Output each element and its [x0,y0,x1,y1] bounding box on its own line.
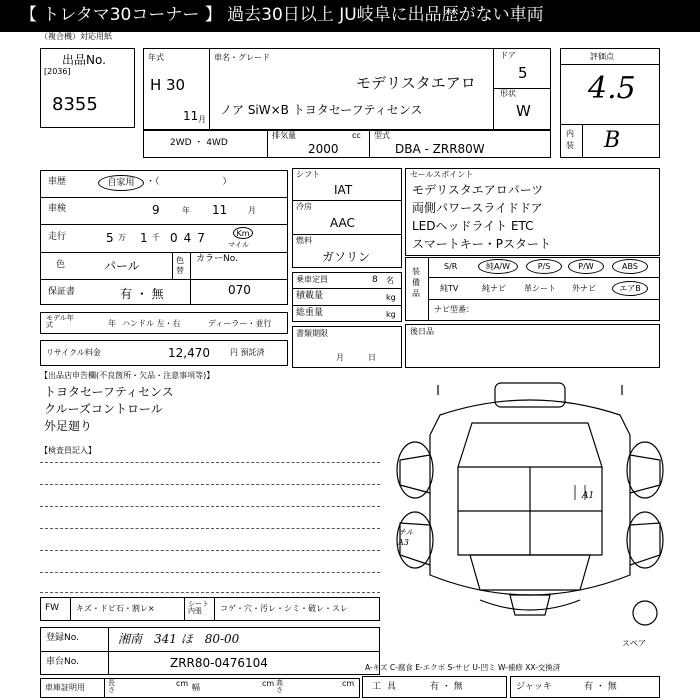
certificate-height-cm: cm [342,679,355,688]
color-value: パール [104,259,140,273]
weight-label: 総重量 [296,308,324,318]
navi-model-label: ナビ型番： [434,305,474,314]
tools-label: 工具 [372,682,403,692]
capacity-value: 8 [372,275,378,285]
inspector-label: 【検査員記入】 [40,446,96,455]
load-unit: kg [386,293,396,302]
equip-ps: P/S [526,259,562,274]
interior-value: B [604,128,621,153]
mileage-label: 走行 [48,232,67,242]
sales-point-4: スマートキー・Pスタート [412,237,551,251]
inspector-line-2 [40,484,380,485]
inspector-line-5 [40,550,380,551]
registration-value: 湘南 341 ほ 80-00 [118,632,240,646]
inspector-line-7 [40,592,380,593]
fuel-label: 燃料 [296,236,312,245]
certificate-label: 車庫証明用 [45,683,85,692]
model-label: 型式 [374,131,390,140]
displacement-label: 排気量 [272,131,296,140]
mileage-unit-mile: マイル [228,241,249,249]
registration-label: 登録No. [46,633,79,643]
aftermarket-label: 後日品 [410,327,434,336]
doors-value: 5 [518,64,528,82]
score-value: 4.5 [588,71,636,106]
inspection-year-unit: 年 [182,206,190,215]
floor-label: FW [45,603,60,613]
interior-label: 内装 [566,129,574,150]
inspection-label: 車検 [48,204,67,214]
displacement-value: 2000 [308,142,339,156]
year-month-unit: 月 [198,115,206,124]
mileage-man-unit: 万 [118,233,126,242]
color-change-label: 色替 [176,256,184,275]
model-year-dealer: ディーラー・並行 [208,319,272,328]
mileage-sen-unit: 千 [152,233,160,242]
inspection-month: 11 [212,203,228,217]
color-no-value: 070 [228,283,251,297]
equip-tv: 純TV [440,284,459,293]
seller-report-line-3: 外足廻り [44,419,93,433]
displacement-unit: cc [352,131,361,140]
mileage-man: 5 [106,231,114,245]
lot-number: 8355 [52,94,98,115]
sales-points-label: セールスポイント [410,170,474,179]
chassis-value: ZRR80-0476104 [170,656,268,670]
equip-airbag: エアB [612,281,648,296]
certificate-width-cm: cm [262,679,275,688]
mileage-rest: 047 [170,231,211,245]
model-year-label: モデル年式 [46,314,74,329]
history-value: 自家用 [98,175,144,191]
inspector-line-1 [40,462,380,463]
chassis-label: 車台No. [46,657,79,667]
jack-value: 有 ・ 無 [584,682,617,692]
mileage-sen: 1 [140,231,148,245]
history-rest: ・（ ） [146,177,232,187]
capacity-unit: 名 [386,276,394,285]
year-era: H [150,76,162,94]
inspector-line-6 [40,572,380,573]
certificate-row [40,678,360,698]
name-label: 車名・グレード [214,53,270,62]
sales-point-2: 両側パワースライドドア [412,201,543,215]
recycle-label: リサイクル料金 [46,348,101,357]
damage-note-a3: チル A3 [398,528,414,548]
color-label: 色 [56,260,66,270]
aftermarket-box [405,324,660,368]
weight-unit: kg [386,310,396,319]
lot-bracket: [2036] [44,67,71,76]
certificate-width: 幅 [192,683,200,692]
load-label: 積載量 [296,291,324,301]
color-no-label: カラーNo. [196,254,238,264]
score-label: 評価点 [590,52,614,61]
equip-pw: P/W [568,259,604,274]
damage-mark-a1: A1 [582,491,595,501]
model-year-handle: ハンドル 左・右 [122,319,181,328]
certificate-length-cm: cm [176,679,189,688]
mileage-unit-km: Km [233,227,253,239]
recycle-unit: 円 預託済 [230,348,265,357]
warranty-value: 有 ・ 無 [120,287,164,301]
inspection-year: 9 [152,203,160,217]
seller-report-label: 【出品店申告欄(不良箇所・欠品・注意事項等)】 [40,371,215,380]
equip-sr: S/R [444,262,458,271]
sales-point-3: LEDヘッドライト ETC [412,219,534,233]
warranty-label: 保証書 [48,287,76,297]
doors-label: ドア [500,51,516,60]
shift-label: シフト [296,170,320,179]
fuel-value: ガソリン [322,250,371,264]
name-line1: モデリスタエアロ [356,74,476,92]
equipment-label: 装備品 [412,267,420,299]
floor-seat-label: シート内張 [188,600,209,615]
spare-label: スペア [622,639,646,648]
history-label: 車歴 [48,177,67,187]
jack-label: ジャッキ [516,682,552,692]
shape-label: 形状 [500,89,516,98]
equip-leather: 革シート [524,284,556,293]
model-year-unit: 年 [108,319,116,328]
recycle-value: 12,470 [168,346,210,360]
year-value: 30 [166,76,186,94]
ac-label: 冷房 [296,202,312,211]
floor-text-2: コゲ・穴・汚レ・シミ・破レ・スレ [220,604,348,613]
seller-report-line-2: クルーズコントロール [44,402,163,416]
certificate-height: 高さ [276,679,283,694]
floor-text-1: キズ・ドビ石・割レ× [76,604,155,613]
shift-value: IAT [334,183,353,197]
drive-value: 2WD ・ 4WD [170,138,228,148]
banner-text: 【 トレタマ30コーナー 】 過去30日以上 JU岐阜に出品歴がない車両 [20,5,544,25]
year-label: 年式 [148,53,164,62]
equip-awheel: 純A/W [478,259,518,274]
lot-label: 出品No. [62,53,106,67]
inspector-line-3 [40,506,380,507]
inspector-line-4 [40,528,380,529]
year-month: 11 [183,109,199,123]
damage-legend: A-キズ C-腐食 E-エクボ S-サビ U-凹ミ W-補修 XX-交換済 [365,663,561,672]
doc-deadline-label: 書類期限 [296,329,328,338]
equip-ext-navi: 外ナビ [572,284,596,293]
shape-value: W [516,102,531,120]
seller-report-line-1: トヨタセーフティセンス [44,385,174,399]
inspection-month-unit: 月 [248,206,256,215]
certificate-length: 長さ [108,679,115,694]
tools-value: 有 ・ 無 [430,682,463,692]
ac-value: AAC [330,216,355,230]
equip-navi: 純ナビ [482,284,506,293]
capacity-label: 乗車定員 [296,275,328,284]
car-damage-diagram [380,375,680,635]
doc-deadline-unit: 月 日 [336,353,376,362]
form-subtitle: （複合機）対応用紙 [40,32,112,41]
model-value: DBA - ZRR80W [395,142,485,156]
equip-abs: ABS [612,259,648,274]
name-line2: ノア SiW×B トヨタセーフティセンス [220,103,423,117]
sales-point-1: モデリスタエアロパーツ [412,183,544,197]
